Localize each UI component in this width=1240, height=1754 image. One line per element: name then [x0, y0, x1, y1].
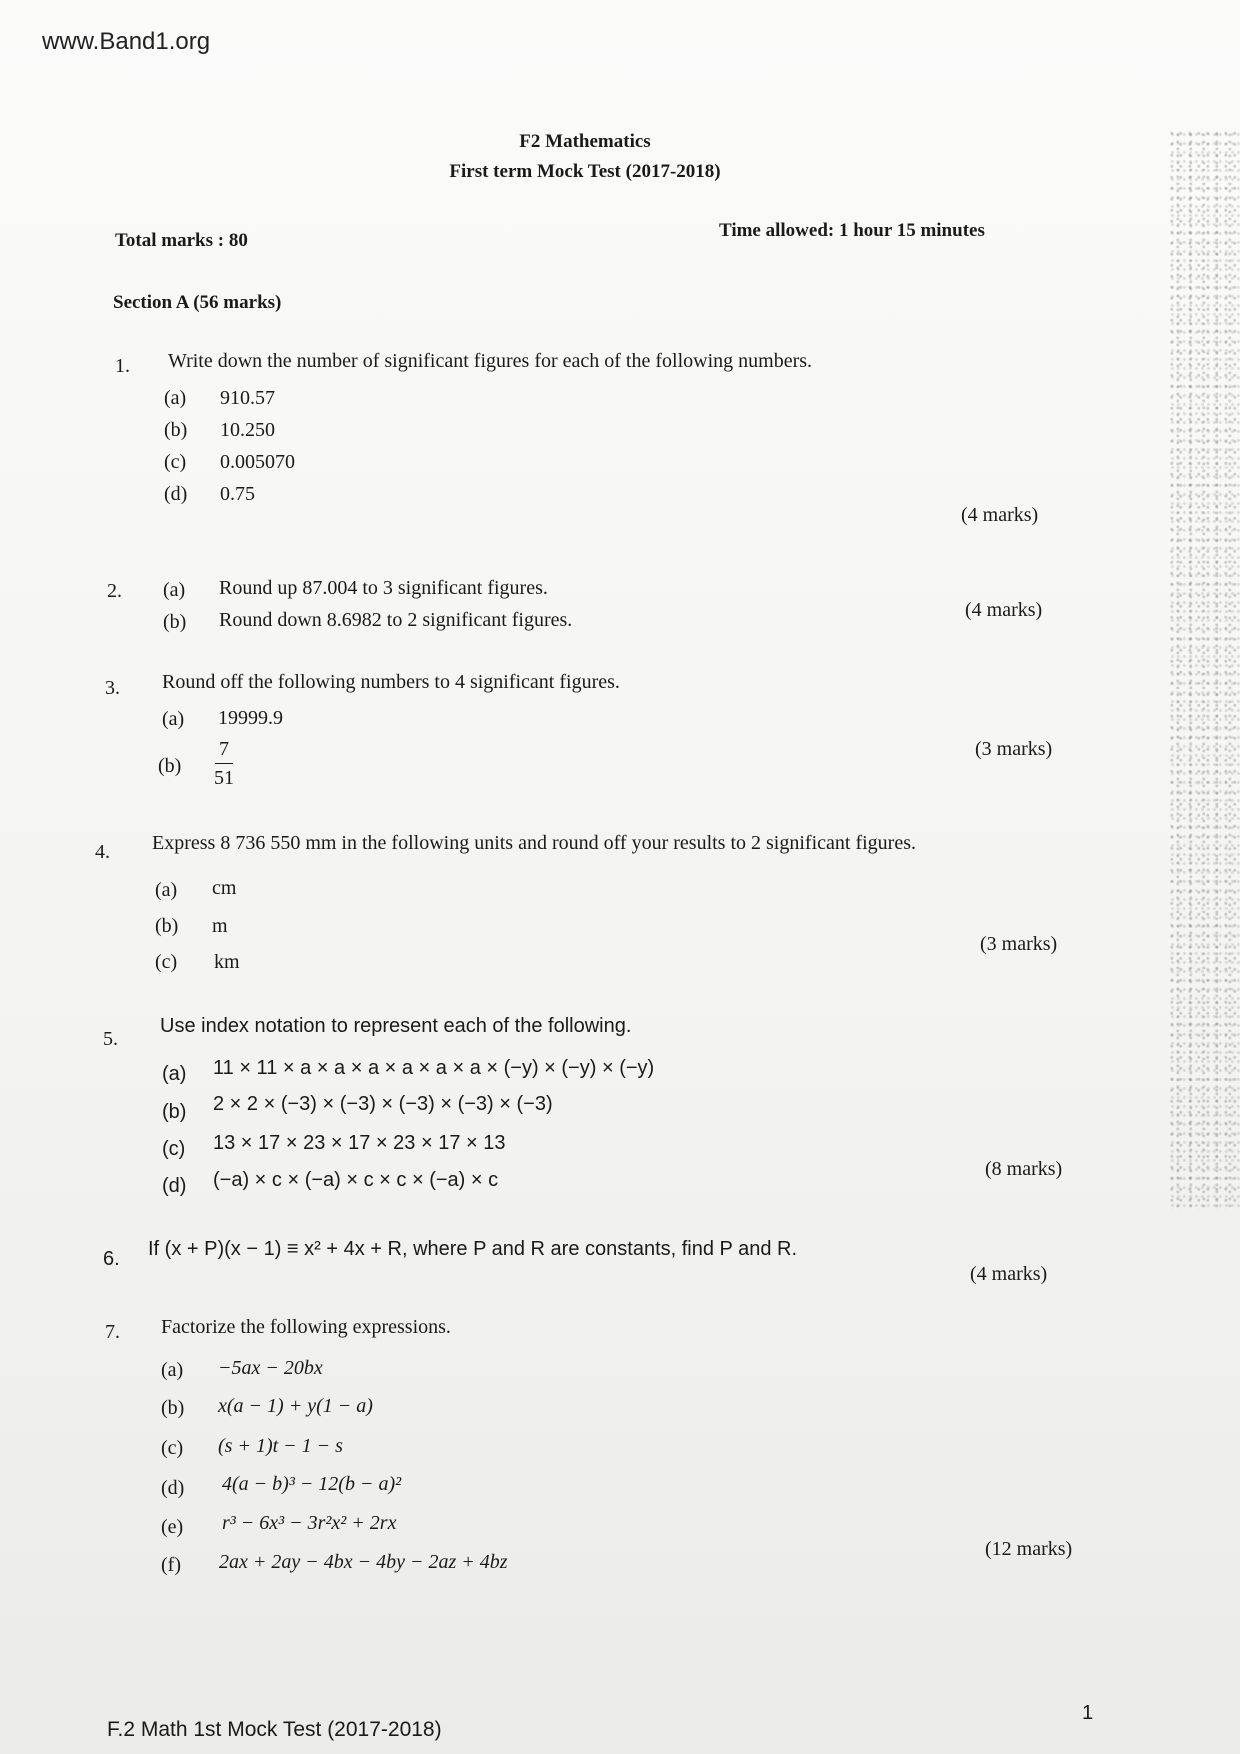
part-label: (e) [161, 1516, 184, 1538]
time-allowed: Time allowed: 1 hour 15 minutes [719, 220, 985, 241]
part-label: (b) [155, 915, 179, 937]
page-number: 1 [1082, 1702, 1094, 1724]
part-label: (c) [164, 451, 187, 473]
total-marks: Total marks : 80 [115, 230, 248, 251]
part-text: 11 × 11 × a × a × a × a × a × a × (−y) × (−y) × (−y) [213, 1057, 655, 1079]
part-text: (s + 1)t − 1 − s [218, 1435, 343, 1457]
question-number: 2. [107, 580, 122, 602]
part-label: (d) [161, 1477, 185, 1499]
part-text: 2ax + 2ay − 4bx − 4by − 2az + 4bz [219, 1551, 508, 1573]
part-text: 2 × 2 × (−3) × (−3) × (−3) × (−3) × (−3) [213, 1093, 553, 1115]
marks: (4 marks) [961, 504, 1039, 526]
part-label: (a) [161, 1359, 184, 1381]
marks: (3 marks) [975, 738, 1053, 760]
part-label: (b) [162, 1101, 187, 1123]
part-label: (b) [164, 419, 188, 441]
part-text: r³ − 6x³ − 3r²x² + 2rx [222, 1512, 397, 1534]
part-text: Round down 8.6982 to 2 significant figures. [219, 609, 573, 631]
marks: (8 marks) [985, 1158, 1063, 1180]
question-text: Use index notation to represent each of the following. [160, 1015, 632, 1037]
watermark: www.Band1.org [42, 28, 211, 55]
marks: (3 marks) [980, 933, 1058, 955]
part-text: m [212, 915, 228, 937]
question-text: Write down the number of significant figures for each of the following numbers. [168, 350, 813, 372]
question-number: 6. [103, 1248, 120, 1270]
fraction [214, 738, 234, 790]
section-heading: Section A (56 marks) [113, 292, 282, 313]
part-text: 13 × 17 × 23 × 17 × 23 × 17 × 13 [213, 1132, 506, 1154]
part-text: 4(a − b)³ − 12(b − a)² [222, 1473, 402, 1495]
part-label: (b) [163, 611, 187, 633]
question-number: 5. [103, 1028, 118, 1050]
part-text: cm [212, 877, 237, 899]
part-label: (a) [162, 708, 185, 730]
fraction-numerator: 7 [215, 738, 233, 764]
page-title: F2 Mathematics [519, 131, 651, 152]
part-label: (d) [162, 1175, 187, 1197]
part-text: 0.75 [220, 483, 255, 505]
part-text: 0.005070 [220, 451, 295, 473]
part-text: (−a) × c × (−a) × c × c × (−a) × c [213, 1169, 499, 1191]
fraction-denominator: 51 [214, 767, 234, 789]
part-text: 10.250 [220, 419, 275, 441]
part-label: (a) [163, 579, 186, 601]
part-label: (b) [161, 1397, 185, 1419]
part-text: Round up 87.004 to 3 significant figures. [219, 577, 548, 599]
marks: (4 marks) [970, 1263, 1048, 1285]
part-label: (a) [164, 387, 187, 409]
question-number: 1. [115, 355, 130, 377]
part-label: (b) [158, 755, 182, 777]
scan-edge-noise [1170, 130, 1240, 1210]
part-text: −5ax − 20bx [218, 1357, 323, 1379]
marks: (12 marks) [985, 1538, 1073, 1560]
part-label: (d) [164, 483, 188, 505]
question-text: If (x + P)(x − 1) ≡ x² + 4x + R, where P and R are constants, find P and R. [148, 1238, 798, 1260]
question-number: 4. [95, 841, 110, 863]
part-text: 19999.9 [218, 707, 283, 729]
part-text: x(a − 1) + y(1 − a) [218, 1395, 373, 1417]
question-number: 7. [105, 1321, 120, 1343]
part-text: km [214, 951, 240, 973]
part-label: (a) [155, 879, 178, 901]
part-label: (c) [161, 1437, 184, 1459]
footer-text: F.2 Math 1st Mock Test (2017-2018) [107, 1718, 442, 1741]
part-text: 910.57 [220, 387, 275, 409]
part-label: (c) [155, 951, 178, 973]
part-label: (f) [161, 1554, 181, 1576]
page-subtitle: First term Mock Test (2017-2018) [449, 161, 721, 182]
part-label: (c) [162, 1138, 186, 1160]
question-text: Round off the following numbers to 4 significant figures. [162, 671, 620, 693]
question-text: Factorize the following expressions. [161, 1316, 451, 1338]
question-text: Express 8 736 550 mm in the following units and round off your results to 2 significant figures. [152, 832, 916, 854]
marks: (4 marks) [965, 599, 1043, 621]
part-label: (a) [162, 1063, 187, 1085]
question-number: 3. [105, 677, 120, 699]
